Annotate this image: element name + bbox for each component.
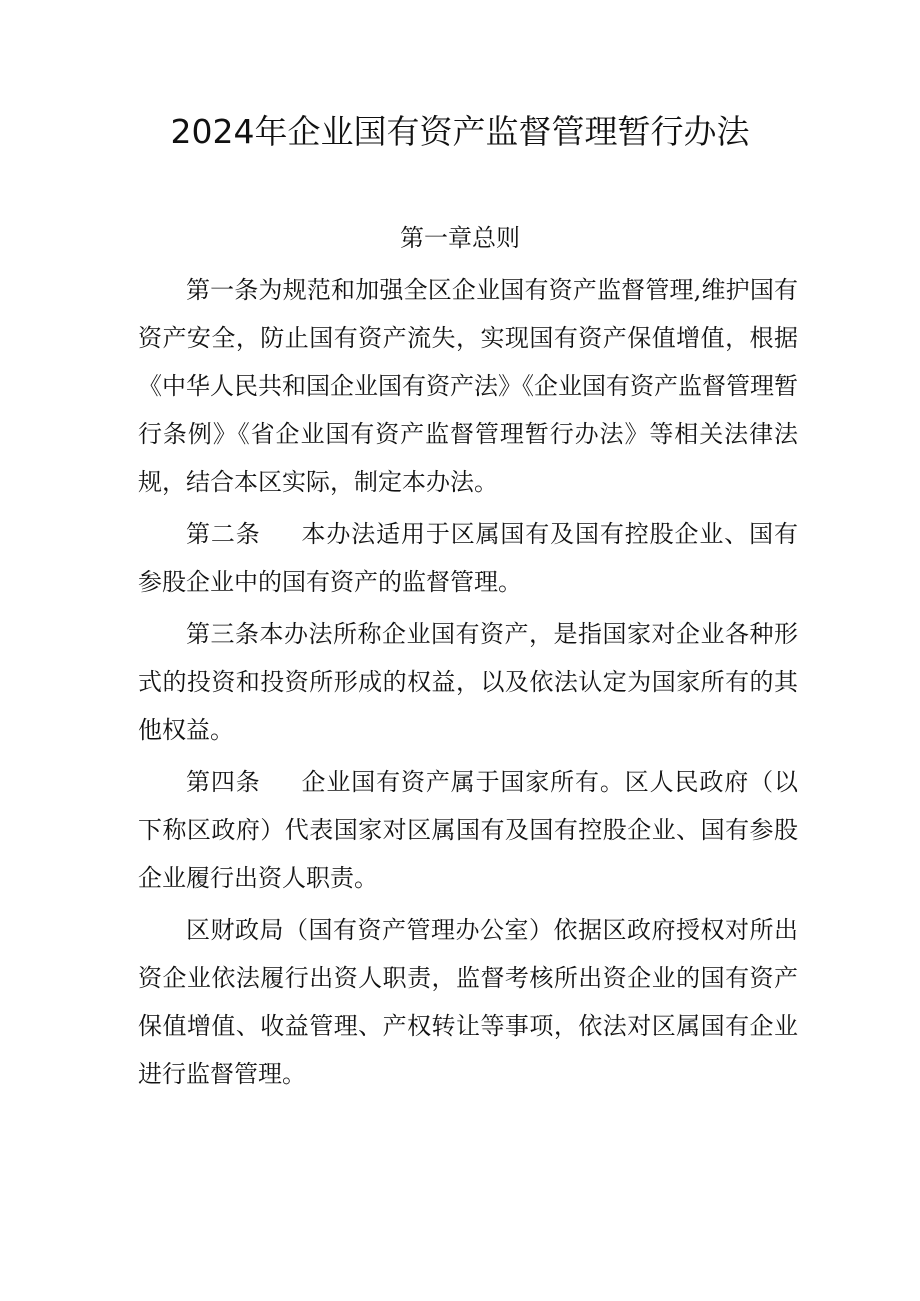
article-text: 本办法适用于区属国有及国有控股企业、国有参股企业中的国有资产的监督管理。 <box>138 520 798 596</box>
article-paragraph <box>138 510 798 606</box>
article-paragraph <box>138 266 798 506</box>
document-title: 2024年企业国有资产监督管理暂行办法 <box>170 112 750 151</box>
article-label: 第三条 <box>186 620 260 648</box>
article-paragraph <box>138 906 798 1098</box>
article-label: 第二条 <box>186 520 261 548</box>
chapter-heading: 第一章总则 <box>400 224 520 252</box>
article-label: 第一条 <box>186 276 259 304</box>
document-body <box>138 266 798 1098</box>
article-text: 企业国有资产属于国家所有。区人民政府（以下称区政府）代表国家对区属国有及国有控股企业、国有参股企业履行出资人职责。 <box>138 768 798 892</box>
article-text: 本办法所称企业国有资产，是指国家对企业各种形式的投资和投资所形成的权益，以及依法认定为国家所有的其他权益。 <box>138 620 798 744</box>
article-text: 区财政局（国有资产管理办公室）依据区政府授权对所出资企业依法履行出资人职责，监督考核所出资企业的国有资产保值增值、收益管理、产权转让等事项，依法对区属国有企业进行监督管理。 <box>138 916 798 1088</box>
article-label: 第四条 <box>186 768 261 796</box>
article-paragraph <box>138 610 798 754</box>
article-text: 为规范和加强全区企业国有资产监督管理,维护国有资产安全，防止国有资产流失，实现国有资产保值增值，根据《中华人民共和国企业国有资产法》《企业国有资产监督管理暂行条例》《省企业国有资产监督管理暂行办法》等相关法律法规，结合本区实际，制定本办法。 <box>138 276 798 496</box>
article-paragraph <box>138 758 798 902</box>
